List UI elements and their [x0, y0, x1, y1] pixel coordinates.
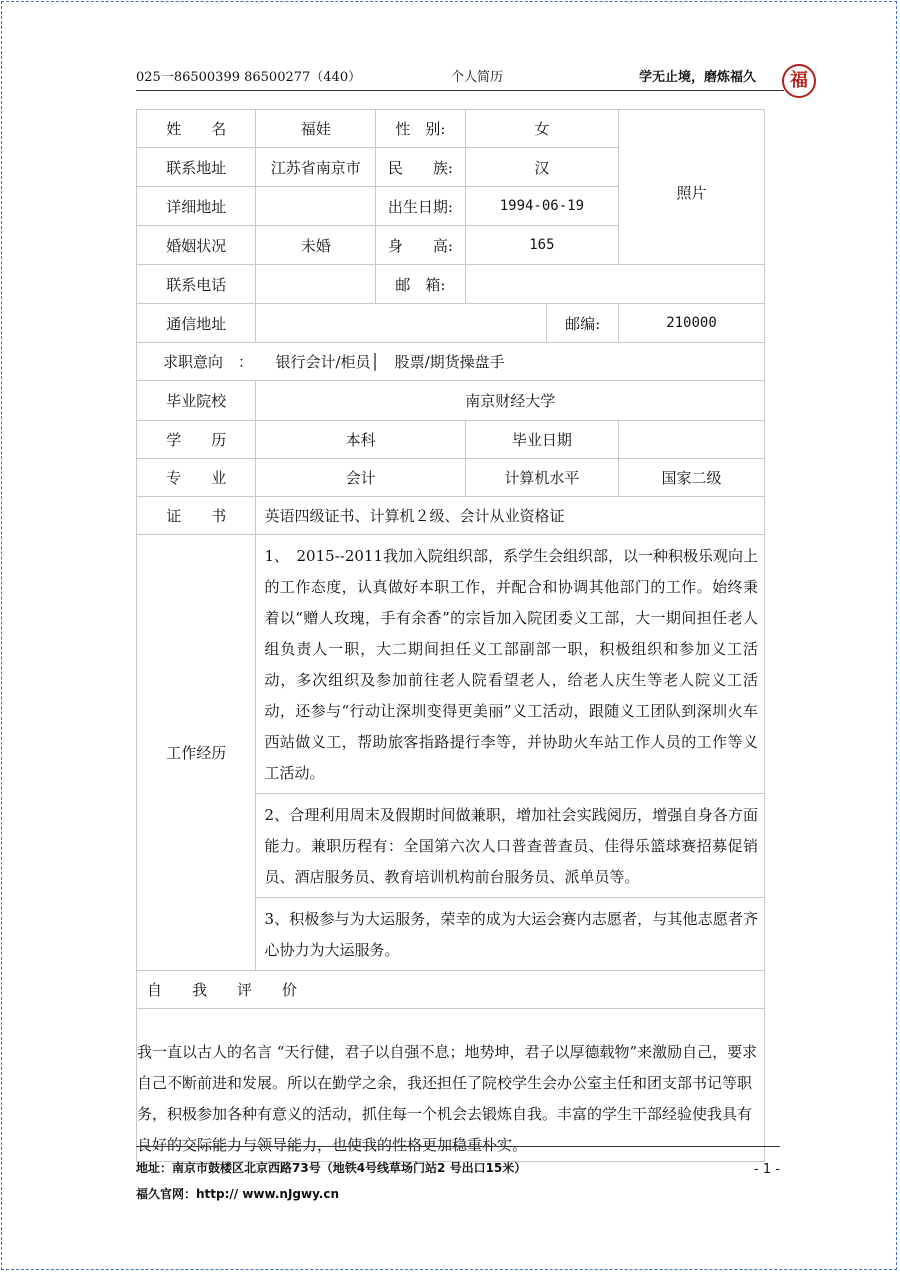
marital-status-value: 未婚	[256, 226, 375, 265]
mail-address-value	[256, 304, 547, 343]
email-value	[465, 265, 764, 304]
birth-date-value: 1994-06-19	[465, 187, 618, 226]
school-value: 南京财经大学	[256, 381, 765, 421]
phone-value	[256, 265, 375, 304]
postcode-label: 邮编:	[547, 304, 618, 343]
page-header	[136, 60, 780, 90]
header-divider	[136, 90, 784, 91]
computer-level-value: 国家二级	[618, 459, 764, 497]
name-label: 姓 名	[137, 110, 256, 148]
major-value: 会计	[256, 459, 465, 497]
contact-address-label: 联系地址	[137, 148, 256, 187]
graduation-date-value	[618, 421, 764, 459]
header-phone: 025一86500399 86500277（440）	[136, 70, 362, 85]
page-footer	[136, 1155, 526, 1207]
photo-placeholder: 照片	[618, 110, 764, 265]
degree-label: 学 历	[137, 421, 256, 459]
logo-seal-icon: 福	[782, 64, 816, 98]
major-label: 专 业	[137, 459, 256, 497]
self-evaluation-text: 我一直以古人的名言 “天行健，君子以自强不息；地势坤，君子以厚德载物”来激励自己，要求自己不断前进和发展。所以在勤学之余，我还担任了院校学生会办公室主任和团支部书记等职务，积极参加各种有意义的活动，抓住每一个机会去锻炼自我。丰富的学生干部经验使我具有良好的交际能力与领导能力，也使我的性格更加稳重朴实。	[137, 1009, 765, 1162]
phone-label: 联系电话	[137, 265, 256, 304]
header-slogan: 学无止境，磨炼福久	[638, 70, 756, 85]
graduation-date-label: 毕业日期	[465, 421, 618, 459]
footer-divider	[136, 1146, 780, 1147]
height-label: 身 高:	[375, 226, 465, 265]
detail-address-label: 详细地址	[137, 187, 256, 226]
ethnicity-label: 民 族:	[375, 148, 465, 187]
work-experience-label: 工作经历	[137, 535, 256, 971]
degree-value: 本科	[256, 421, 465, 459]
page-number: - 1 -	[754, 1162, 780, 1177]
marital-status-label: 婚姻状况	[137, 226, 256, 265]
self-evaluation-label: 自 我 评 价	[137, 971, 765, 1009]
gender-label: 性 别:	[375, 110, 465, 148]
school-label: 毕业院校	[137, 381, 256, 421]
email-label: 邮 箱:	[375, 265, 465, 304]
footer-address: 地址：南京市鼓楼区北京西路73号（地铁4号线草场门站2 号出口15米）	[136, 1161, 527, 1175]
header-title: 个人简历	[451, 70, 504, 85]
job-intent: 求职意向 ： 银行会计/柜员│ 股票/期货操盘手	[137, 343, 765, 381]
work-item-3: 3、积极参与为大运服务，荣幸的成为大运会赛内志愿者，与其他志愿者齐心协力为大运服务。	[256, 898, 765, 971]
postcode-value: 210000	[618, 304, 764, 343]
gender-value: 女	[465, 110, 618, 148]
birth-date-label: 出生日期:	[375, 187, 465, 226]
contact-address-value: 江苏省南京市	[256, 148, 375, 187]
name-value: 福娃	[256, 110, 375, 148]
work-item-1: 1、 2015--2011我加入院组织部，系学生会组织部，以一种积极乐观向上的工作态度，认真做好本职工作，并配合和协调其他部门的工作。始终秉着以“赠人玫瑰，手有余香”的宗旨加入院团委义工部，大一期间担任老人组负责人一职，大二期间担任义工部副部一职，积极组织和参加义工活动，多次组织及参加前往老人院看望老人，给老人庆生等老人院义工活动，还参与“行动让深圳变得更美丽”义工活动，跟随义工团队到深圳火车西站做义工，帮助旅客指路提行李等，并协助火车站工作人员的工作等义工活动。	[256, 535, 765, 794]
detail-address-value	[256, 187, 375, 226]
ethnicity-value: 汉	[465, 148, 618, 187]
resume-table	[136, 109, 765, 1162]
computer-level-label: 计算机水平	[465, 459, 618, 497]
height-value: 165	[465, 226, 618, 265]
mail-address-label: 通信地址	[137, 304, 256, 343]
work-item-2: 2、合理利用周末及假期时间做兼职，增加社会实践阅历，增强自身各方面能力。兼职历程有：全国第六次人口普查普查员、佳得乐篮球赛招募促销员、酒店服务员、教育培训机构前台服务员、派单员等。	[256, 794, 765, 898]
certificate-value: 英语四级证书、计算机２级、会计从业资格证	[256, 497, 765, 535]
certificate-label: 证 书	[137, 497, 256, 535]
footer-website: 福久官网：http:// www.nJgwy.cn	[136, 1187, 340, 1201]
